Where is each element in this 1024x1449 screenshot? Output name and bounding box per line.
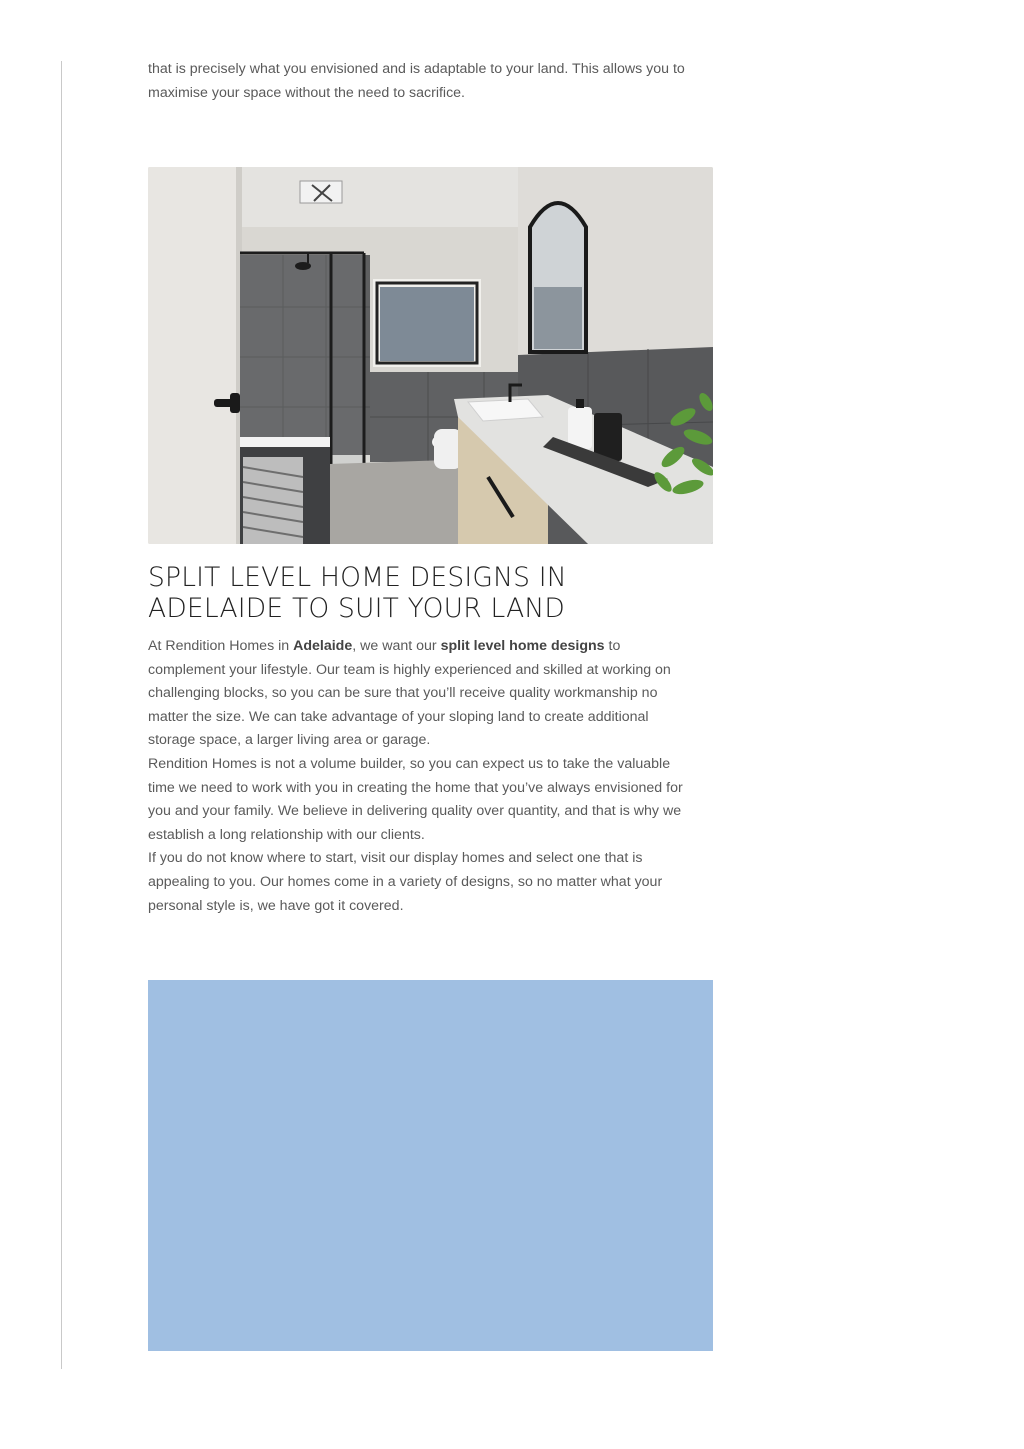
- bold-keyword: split level home designs: [440, 638, 605, 654]
- page-left-rule: [61, 61, 62, 1369]
- bold-location: Adelaide: [293, 638, 353, 654]
- section-body: [148, 635, 713, 918]
- text-line: personal style is, we have got it covered.: [148, 897, 404, 914]
- bathroom-photo: [148, 167, 713, 544]
- text-line: matter the size. We can take advantage of your sloping land to create additional: [148, 708, 649, 725]
- paragraph-1: [148, 635, 713, 753]
- paragraph-2: [148, 753, 713, 847]
- text-run: to: [604, 638, 621, 654]
- text-line: establish a long relationship with our clients.: [148, 826, 425, 843]
- text-line: time we need to work with you in creating the home that you’ve always envisioned for: [148, 779, 683, 796]
- text-run: , we want our: [352, 638, 441, 654]
- paragraph-3: [148, 847, 713, 918]
- image-placeholder-block: [148, 980, 713, 1351]
- text-line: Rendition Homes is not a volume builder, so you can expect us to take the valuable: [148, 755, 671, 772]
- heading-line: SPLIT LEVEL HOME DESIGNS IN: [148, 562, 567, 593]
- intro-line: that is precisely what you envisioned and is adaptable to your land. This allows you to: [148, 61, 685, 77]
- text-line: storage space, a larger living area or garage.: [148, 732, 431, 749]
- text-line: If you do not know where to start, visit our display homes and select one that is: [148, 850, 643, 867]
- intro-paragraph: [148, 58, 713, 105]
- text-line: appealing to you. Our homes come in a variety of designs, so no matter what your: [148, 873, 663, 890]
- section-heading: [148, 562, 713, 624]
- text-run: At Rendition Homes in: [148, 638, 294, 654]
- text-line: complement your lifestyle. Our team is highly experienced and skilled at working on: [148, 661, 671, 678]
- text-line: challenging blocks, so you can be sure that you’ll receive quality workmanship no: [148, 685, 658, 702]
- text-line: you and your family. We believe in delivering quality over quantity, and that is why we: [148, 803, 682, 820]
- intro-line: maximise your space without the need to sacrifice.: [148, 84, 466, 101]
- heading-line: ADELAIDE TO SUIT YOUR LAND: [148, 593, 566, 624]
